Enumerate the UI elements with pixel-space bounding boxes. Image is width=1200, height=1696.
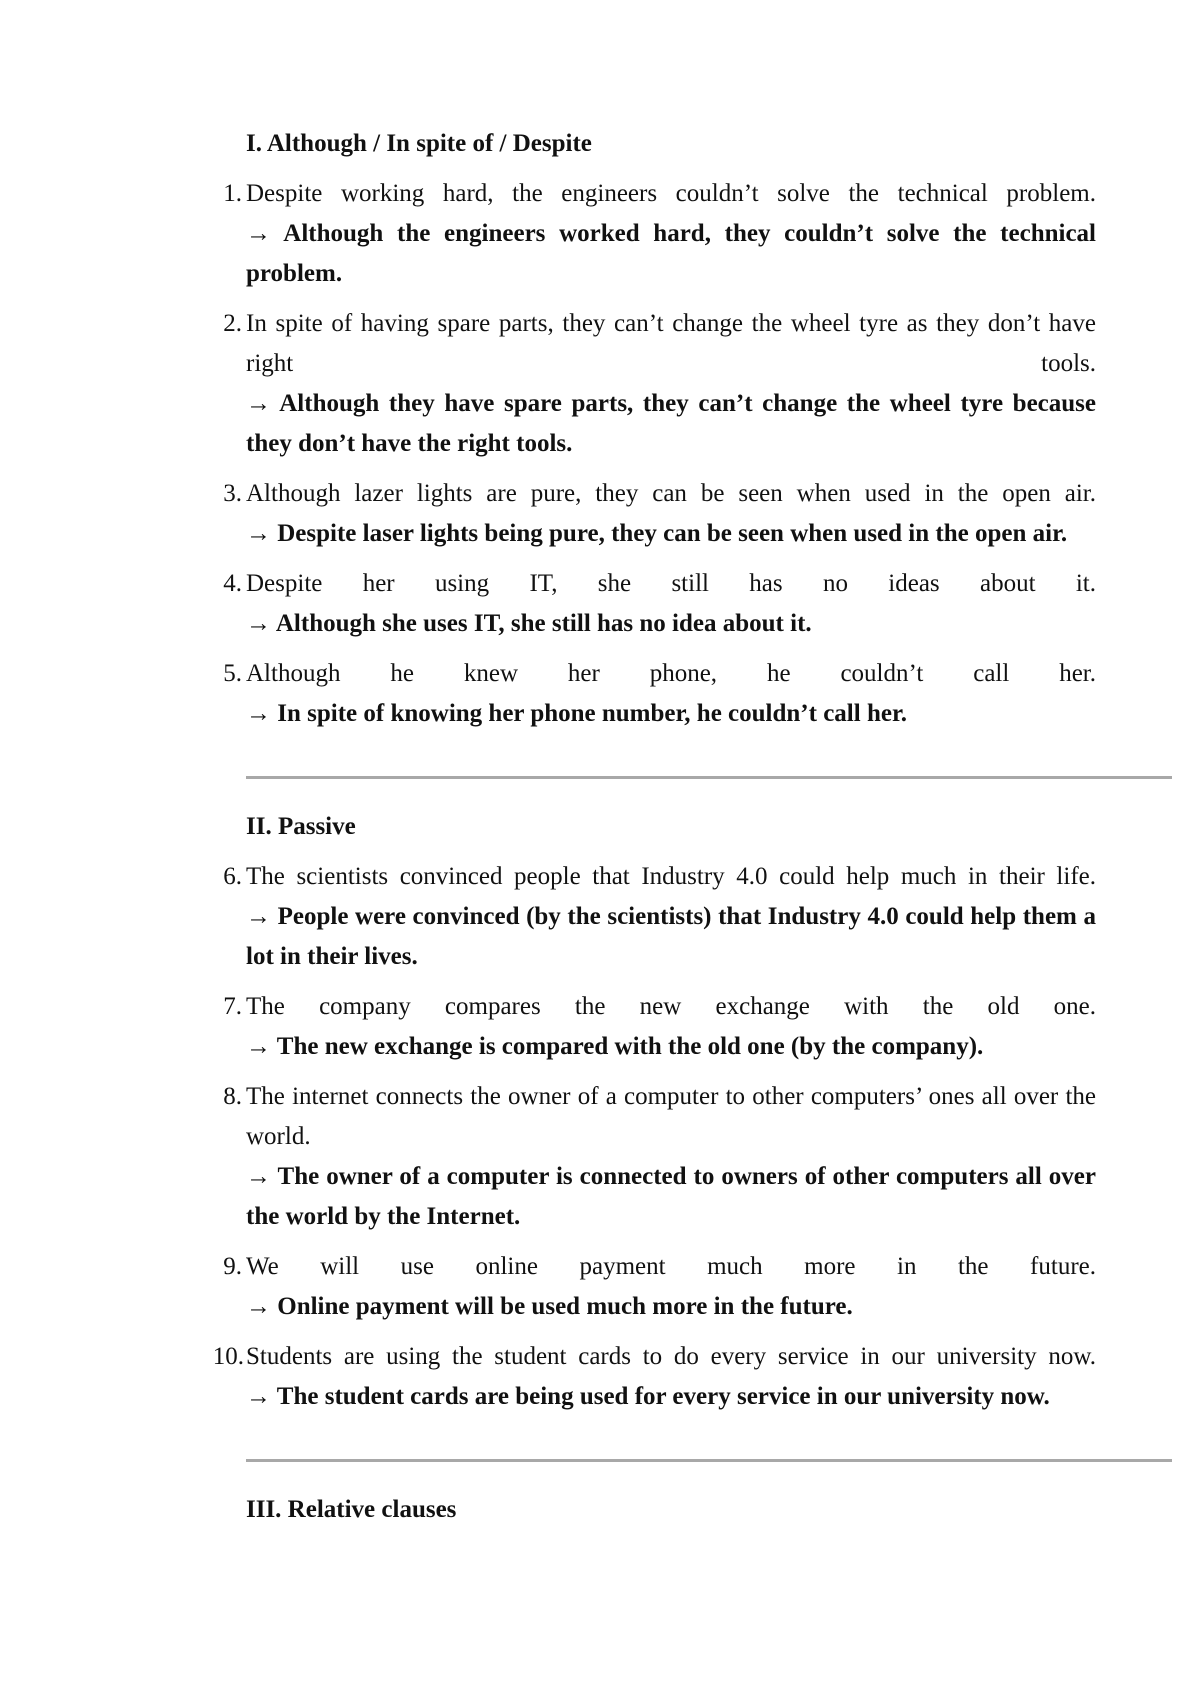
- item-question: Despite her using IT, she still has no ideas about it.: [246, 570, 1096, 597]
- item-answer: → Although she uses IT, she still has no idea about it.: [246, 610, 812, 637]
- item-number: 2.: [223, 310, 242, 337]
- item-question: Although lazer lights are pure, they can be seen when used in the open air.: [246, 480, 1096, 507]
- item-number: 3.: [223, 480, 242, 507]
- item-number: 9.: [223, 1253, 242, 1280]
- item-question: The company compares the new exchange with the old one.: [246, 993, 1096, 1020]
- item-answer: → Online payment will be used much more in the future.: [246, 1293, 853, 1320]
- item-answer: → The owner of a computer is connected to owners of other computers all over the world by the Internet.: [246, 1163, 1096, 1230]
- item-answer: → People were convinced (by the scientists) that Industry 4.0 could help them a lot in their lives.: [246, 903, 1096, 970]
- section-heading-passive: II. Passive: [246, 813, 356, 840]
- item-number: 10.: [212, 1343, 244, 1370]
- item-number: 5.: [223, 660, 242, 687]
- section-heading-although: I. Although / In spite of / Despite: [246, 130, 592, 157]
- exercise-item-5: [223, 654, 1096, 734]
- exercise-item-10: [212, 1337, 1096, 1417]
- item-question: Although he knew her phone, he couldn’t call her.: [246, 660, 1096, 687]
- item-number: 6.: [223, 863, 242, 890]
- item-answer: → In spite of knowing her phone number, he couldn’t call her.: [246, 700, 907, 727]
- section-divider: [246, 1459, 1172, 1462]
- exercise-item-9: [223, 1247, 1096, 1327]
- item-question: We will use online payment much more in the future.: [246, 1253, 1096, 1280]
- section-heading-relative-clauses: III. Relative clauses: [246, 1496, 457, 1523]
- item-question: In spite of having spare parts, they can’t change the wheel tyre as they don’t have right tools.: [246, 310, 1096, 377]
- section-divider: [246, 776, 1172, 779]
- exercise-item-6: [223, 857, 1096, 977]
- item-question: The internet connects the owner of a computer to other computers’ ones all over the world.: [246, 1083, 1096, 1150]
- exercise-item-8: [223, 1077, 1096, 1237]
- item-question: Students are using the student cards to do every service in our university now.: [246, 1343, 1096, 1370]
- exercise-item-1: [223, 174, 1096, 294]
- item-question: The scientists convinced people that Industry 4.0 could help much in their life.: [246, 863, 1096, 890]
- item-number: 4.: [223, 570, 242, 597]
- document-content: [212, 124, 1096, 1530]
- item-question: Despite working hard, the engineers couldn’t solve the technical problem.: [246, 180, 1096, 207]
- item-answer: → Although the engineers worked hard, they couldn’t solve the technical problem.: [246, 220, 1096, 287]
- item-answer: → The student cards are being used for every service in our university now.: [246, 1383, 1050, 1410]
- exercise-item-7: [223, 987, 1096, 1067]
- exercise-item-3: [223, 474, 1096, 554]
- item-number: 1.: [223, 180, 242, 207]
- item-answer: → Despite laser lights being pure, they can be seen when used in the open air.: [246, 520, 1068, 547]
- item-answer: → Although they have spare parts, they can’t change the wheel tyre because they don’t have the right tools.: [246, 390, 1096, 457]
- exercise-item-4: [223, 564, 1096, 644]
- exercise-item-2: [223, 304, 1096, 464]
- item-number: 7.: [223, 993, 242, 1020]
- item-number: 8.: [223, 1083, 242, 1110]
- item-answer: → The new exchange is compared with the old one (by the company).: [246, 1033, 984, 1060]
